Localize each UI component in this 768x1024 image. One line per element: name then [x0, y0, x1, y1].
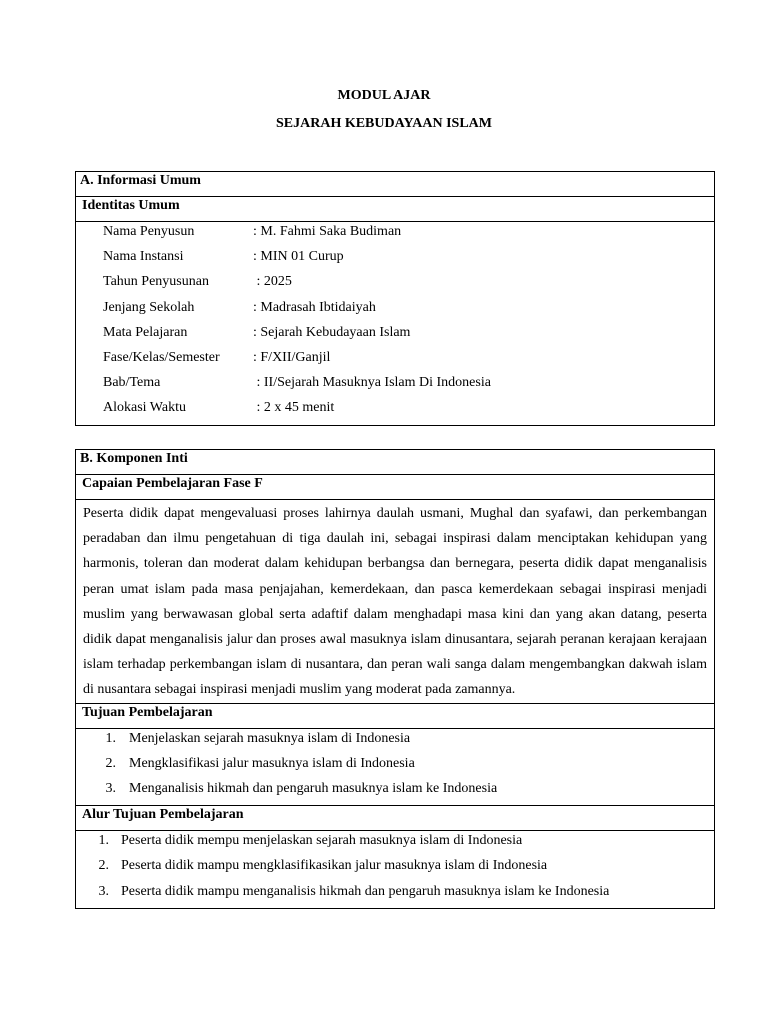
list-number: 2. [98, 858, 109, 874]
list-number: 1. [105, 730, 116, 746]
alur-list-cell [76, 831, 715, 909]
field-label: Alokasi Waktu [103, 400, 186, 416]
field-row [76, 247, 714, 272]
field-row [76, 323, 714, 348]
section-a-heading: A. Informasi Umum [76, 172, 715, 197]
field-label: Tahun Penyusunan [103, 274, 209, 290]
field-label: Nama Penyusun [103, 224, 195, 239]
field-row [76, 298, 714, 323]
informasi-umum-table [75, 171, 715, 426]
field-value: : F/XII/Ganjil [253, 349, 331, 365]
field-label: Jenjang Sekolah [103, 299, 195, 315]
tujuan-heading: Tujuan Pembelajaran [76, 703, 715, 728]
alur-list [76, 832, 714, 908]
field-label: Fase/Kelas/Semester [103, 349, 220, 365]
list-text: Menjelaskan sejarah masuknya islam di Indonesia [129, 730, 411, 746]
section-b-heading: B. Komponen Inti [76, 450, 715, 475]
field-value: : MIN 01 Curup [253, 249, 344, 265]
field-label: Mata Pelajaran [103, 324, 188, 340]
field-label: Nama Instansi [103, 249, 184, 265]
identitas-umum-heading: Identitas Umum [76, 197, 715, 222]
identitas-fields [76, 222, 715, 426]
list-item [76, 755, 714, 780]
field-value: : Madrasah Ibtidaiyah [253, 299, 376, 315]
field-value: : Sejarah Kebudayaan Islam [253, 324, 411, 340]
list-text: Mengklasifikasi jalur masuknya islam di Indonesia [129, 755, 415, 771]
document-subtitle: SEJARAH KEBUDAYAAN ISLAM [275, 116, 492, 131]
field-value: : 2025 [253, 274, 292, 290]
komponen-inti-table [75, 449, 715, 909]
list-item [76, 780, 714, 805]
list-item [76, 883, 714, 908]
list-number: 1. [98, 833, 109, 849]
list-number: 2. [105, 755, 116, 771]
field-value: : 2 x 45 menit [253, 400, 335, 416]
field-label: Bab/Tema [103, 375, 161, 391]
list-text: Peserta didik mempu menjelaskan sejarah masuknya islam di Indonesia [121, 833, 523, 849]
field-row [76, 222, 714, 247]
alur-heading: Alur Tujuan Pembelajaran [76, 806, 715, 831]
tujuan-list-cell [76, 728, 715, 806]
list-text: Peserta didik mampu mengklasifikasikan jalur masuknya islam di Indonesia [121, 858, 548, 874]
field-value: : II/Sejarah Masuknya Islam Di Indonesia [253, 375, 491, 391]
field-row [76, 272, 714, 297]
list-text: Menganalisis hikmah dan pengaruh masuknya islam ke Indonesia [129, 781, 498, 796]
list-number: 3. [105, 781, 116, 796]
list-text: Peserta didik mampu menganalisis hikmah dan pengaruh masuknya islam ke Indonesia [121, 883, 610, 899]
list-number: 3. [98, 883, 109, 899]
document-title: MODUL AJAR [337, 88, 431, 103]
tujuan-list [76, 730, 714, 806]
capaian-paragraph: Peserta didik dapat mengevaluasi proses lahirnya daulah usmani, Mughal dan syafawi, dan perkembangan peradaban dan ilmu pengetahuan di tiga daulah ini, sebagai inspirasi dalam menciptakan kehidupan yang harmonis, toleran dan moderat dalam kehidupan berbangsa dan bernegara, peserta didik dapat menganalisis peran umat islam pada masa penjajahan, kemerdekaan, dan pasca kemerdekaan sebagai inspirasi menjadi muslim yang berwawasan global serta adaftif dalam menghadapi masa kini dan yang akan datang, peserta didik dapat menganalisis jalur dan proses awal masuknya islam dinusantara, sejarah peranan kerajaan kerajaan islam terhadap perkembangan islam di nusantara, dan peran wali sanga dalam mengembangkan dakwah islam di nusantara sebagai inspirasi menjadi muslim yang moderat pada zamannya. [76, 500, 715, 704]
list-item [76, 832, 714, 857]
field-row [76, 398, 714, 423]
field-value: : M. Fahmi Saka Budiman [253, 224, 402, 239]
list-item [76, 857, 714, 882]
list-item [76, 730, 714, 755]
capaian-heading: Capaian Pembelajaran Fase F [76, 475, 715, 500]
field-row [76, 373, 714, 398]
field-row [76, 348, 714, 373]
